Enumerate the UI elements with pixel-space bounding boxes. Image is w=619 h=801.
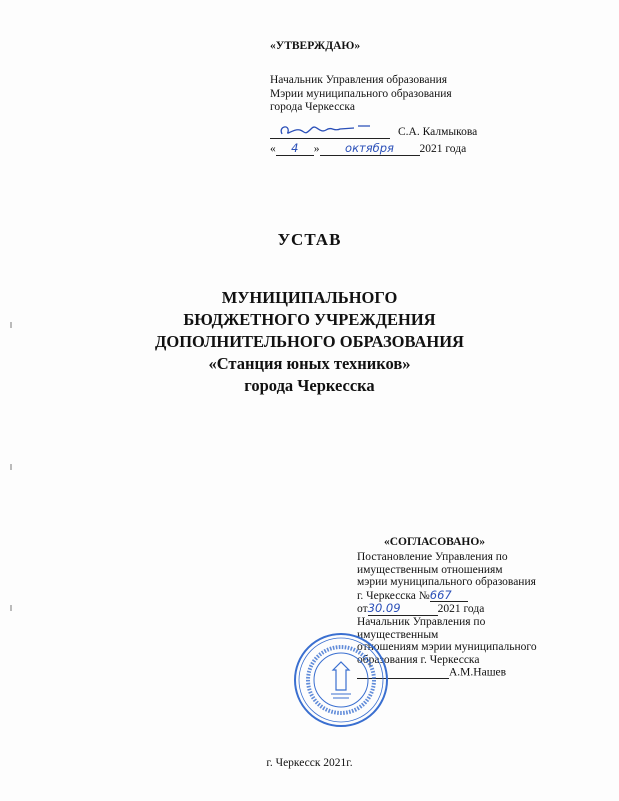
approval-signature-line: [270, 125, 390, 139]
agreement-number-value: 667: [430, 589, 468, 603]
agreement-date-value: 30.09: [368, 602, 438, 616]
date-day: 4: [276, 142, 314, 156]
institution-name-line: ДОПОЛНИТЕЛЬНОГО ОБРАЗОВАНИЯ: [155, 332, 464, 351]
scan-margin-mark: [10, 464, 12, 470]
approval-position: [270, 74, 452, 115]
signature-icon: [274, 122, 394, 138]
scan-margin-mark: [10, 322, 12, 328]
official-seal-icon: [293, 632, 389, 728]
date-close-quote: »: [313, 143, 320, 155]
approval-position-line: Начальник Управления образования: [270, 74, 448, 86]
institution-name-line: БЮДЖЕТНОГО УЧРЕЖДЕНИЯ: [183, 310, 436, 329]
date-year: 2021 года: [419, 143, 467, 155]
institution-name-line: МУНИЦИПАЛЬНОГО: [221, 288, 398, 307]
approval-heading: «УТВЕРЖДАЮ»: [270, 40, 361, 52]
agreement-line: Постановление Управления по: [357, 551, 508, 563]
agreement-date-prefix: от: [357, 603, 368, 616]
approval-signatory: С.А. Калмыкова: [398, 126, 478, 138]
agreement-chief-line: образования г. Черкесска: [357, 653, 480, 666]
approval-date: [270, 142, 466, 156]
agreement-chief-line: Начальник Управления по: [357, 615, 486, 628]
institution-name-line: «Станция юных техников»: [208, 354, 411, 373]
document-title: УСТАВ: [277, 230, 342, 249]
approval-position-line: города Черкесска: [270, 101, 355, 113]
agreement-line: мэрии муниципального образования: [357, 576, 536, 589]
agreement-date: [357, 602, 537, 616]
agreement-chief-line: отношениям мэрии муниципального: [357, 641, 537, 654]
agreement-heading: «СОГЛАСОВАНО»: [384, 536, 486, 548]
agreement-date-suffix: 2021 года: [437, 603, 485, 616]
institution-name-line: города Черкесска: [244, 376, 375, 395]
approval-position-line: Мэрии муниципального образования: [270, 87, 452, 100]
agreement-line: имущественным отношениям: [357, 563, 503, 576]
scan-margin-mark: [10, 605, 12, 611]
agreement-chief-line: имущественным: [357, 628, 439, 641]
place-and-year: г. Черкесск 2021г.: [266, 757, 353, 769]
institution-name: [0, 287, 619, 397]
date-month: октября: [320, 142, 420, 156]
agreement-number: [357, 589, 537, 603]
date-open-quote: «: [270, 143, 276, 155]
agreement-number-prefix: г. Черкесска №: [357, 589, 430, 602]
agreement-signatory: А.М.Нашев: [449, 666, 507, 679]
